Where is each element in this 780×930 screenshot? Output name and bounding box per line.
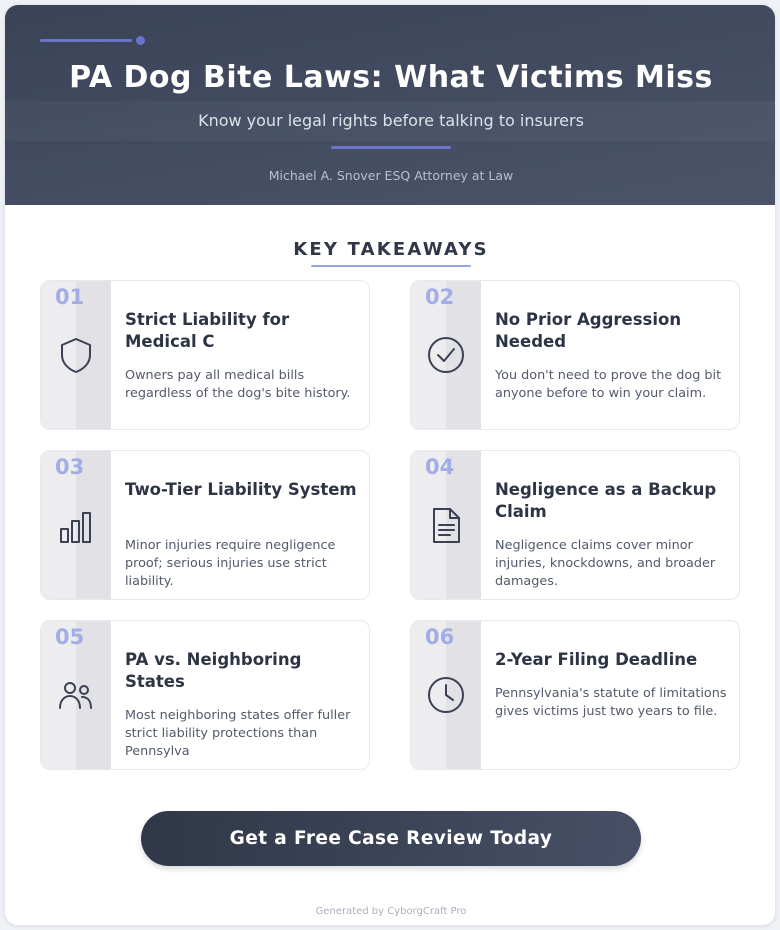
card-number: 01	[55, 285, 85, 309]
bar-chart-icon	[56, 505, 96, 545]
clock-icon	[426, 675, 466, 715]
page-title: PA Dog Bite Laws: What Victims Miss	[69, 60, 713, 95]
card-number: 06	[425, 625, 455, 649]
card-title: 2-Year Filing Deadline	[495, 650, 698, 669]
decorative-line	[40, 39, 132, 42]
card-title: Strict Liability for Medical C	[125, 310, 290, 351]
check-circle-icon	[426, 335, 466, 375]
header-banner	[5, 5, 776, 205]
takeaway-card	[410, 450, 740, 600]
card-description: Negligence claims cover minor injuries, knockdowns, and broader damages.	[495, 538, 716, 589]
card-description: You don't need to prove the dog bit anyone before to win your claim.	[495, 368, 722, 401]
section-underline	[311, 265, 471, 267]
footer-credit: Generated by CyborgCraft Pro	[315, 906, 467, 917]
free-case-review-button[interactable]: Get a Free Case Review Today	[141, 811, 641, 866]
takeaway-card	[40, 620, 370, 770]
author-credit: Michael A. Snover ESQ Attorney at Law	[268, 168, 514, 183]
takeaway-card	[410, 620, 740, 770]
takeaway-card	[410, 280, 740, 430]
header-divider	[331, 146, 451, 149]
card-number: 04	[425, 455, 455, 479]
card-description: Pennsylvania's statute of limitations gives victims just two years to file.	[495, 686, 727, 719]
shield-icon	[56, 335, 96, 375]
card-title: Two-Tier Liability System	[125, 480, 357, 499]
takeaway-card	[40, 280, 370, 430]
card-number: 02	[425, 285, 455, 309]
page-subtitle: Know your legal rights before talking to insurers	[198, 111, 584, 130]
section-title: KEY TAKEAWAYS	[293, 239, 489, 260]
infographic-card	[4, 4, 776, 926]
card-number: 05	[55, 625, 85, 649]
takeaway-card	[40, 450, 370, 600]
card-title: Negligence as a Backup Claim	[495, 480, 717, 521]
decorative-dot	[136, 36, 145, 45]
card-number: 03	[55, 455, 85, 479]
card-title: PA vs. Neighboring States	[125, 650, 302, 691]
card-description: Most neighboring states offer fuller strict liability protections than Pennsylva	[125, 708, 351, 759]
document-icon	[426, 505, 466, 545]
card-title: No Prior Aggression Needed	[495, 310, 682, 351]
card-description: Owners pay all medical bills regardless of the dog's bite history.	[125, 368, 351, 401]
card-description: Minor injuries require negligence proof; serious injuries use strict liability.	[125, 538, 336, 589]
people-icon	[56, 675, 96, 715]
